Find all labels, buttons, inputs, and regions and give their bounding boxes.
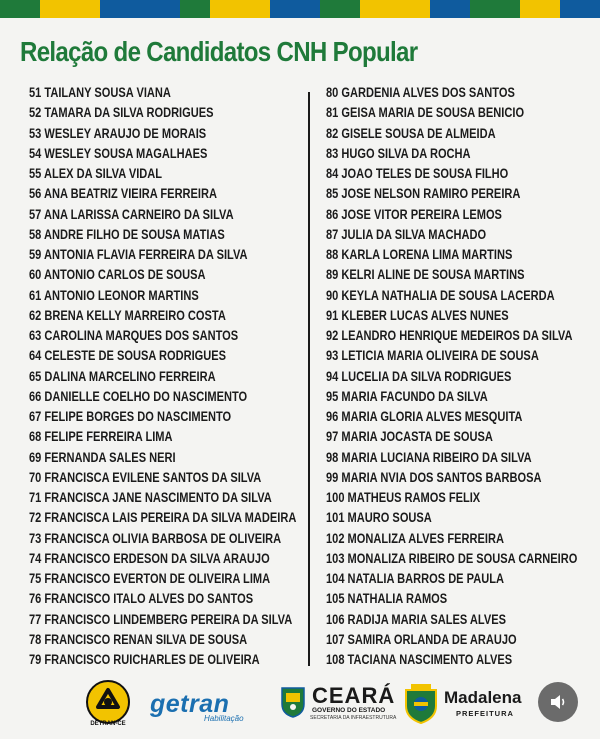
candidate-item: 82 GISELE SOUSA DE ALMEIDA	[326, 125, 496, 141]
column-divider	[308, 92, 310, 666]
candidate-item: 103 MONALIZA RIBEIRO DE SOUSA CARNEIRO	[326, 550, 578, 566]
candidate-item: 67 FELIPE BORGES DO NASCIMENTO	[29, 409, 232, 424]
page-title: Relação de Candidatos CNH Popular	[20, 36, 418, 67]
ceara-emblem-icon	[280, 684, 306, 718]
candidate-item: 81 GEISA MARIA DE SOUSA BENICIO	[326, 105, 525, 121]
candidate-item: 58 ANDRE FILHO DE SOUSA MATIAS	[29, 226, 225, 242]
ceara-secretariat: SECRETARIA DA INFRAESTRUTURA	[310, 715, 397, 721]
stripe-segment	[0, 0, 40, 18]
candidate-item: 53 WESLEY ARAUJO DE MORAIS	[29, 125, 207, 141]
candidate-item: 74 FRANCISCO ERDESON DA SILVA ARAUJO	[29, 550, 270, 566]
candidate-item: 52 TAMARA DA SILVA RODRIGUES	[29, 105, 214, 121]
stripe-segment	[40, 0, 100, 18]
stripe-segment	[180, 0, 210, 18]
candidate-list-left	[29, 83, 355, 670]
candidate-item: 70 FRANCISCA EVILENE SANTOS DA SILVA	[29, 469, 262, 485]
madalena-logo-text: Madalena	[444, 688, 522, 707]
candidate-item: 68 FELIPE FERREIRA LIMA	[29, 429, 173, 445]
candidate-item: 54 WESLEY SOUSA MAGALHAES	[29, 145, 208, 161]
stripe-segment	[100, 0, 180, 18]
candidate-item: 88 KARLA LORENA LIMA MARTINS	[326, 247, 513, 262]
candidate-item: 63 CAROLINA MARQUES DOS SANTOS	[29, 328, 239, 343]
candidate-item: 51 TAILANY SOUSA VIANA	[29, 85, 171, 100]
getran-logo: getran	[150, 690, 230, 718]
candidate-item: 65 DALINA MARCELINO FERREIRA	[29, 368, 216, 384]
candidate-item: 85 JOSE NELSON RAMIRO PEREIRA	[326, 186, 521, 202]
madalena-subtitle: PREFEITURA	[456, 709, 514, 718]
candidate-item: 78 FRANCISCO RENAN SILVA DE SOUSA	[29, 631, 248, 647]
candidate-item: 99 MARIA NVIA DOS SANTOS BARBOSA	[326, 469, 542, 485]
candidate-item: 59 ANTONIA FLAVIA FERREIRA DA SILVA	[29, 247, 248, 262]
candidate-item: 80 GARDENIA ALVES DOS SANTOS	[326, 85, 515, 100]
candidate-item: 83 HUGO SILVA DA ROCHA	[326, 145, 471, 161]
candidate-item: 98 MARIA LUCIANA RIBEIRO DA SILVA	[326, 449, 532, 465]
stripe-segment	[270, 0, 320, 18]
stripe-segment	[470, 0, 520, 18]
candidate-item: 91 KLEBER LUCAS ALVES NUNES	[326, 307, 509, 323]
candidate-item: 89 KELRI ALINE DE SOUSA MARTINS	[326, 267, 525, 283]
madalena-emblem-icon	[402, 682, 440, 724]
candidate-item: 61 ANTONIO LEONOR MARTINS	[29, 287, 199, 303]
candidate-item: 71 FRANCISCA JANE NASCIMENTO DA SILVA	[29, 490, 272, 505]
candidate-item: 56 ANA BEATRIZ VIEIRA FERREIRA	[29, 186, 218, 202]
candidate-item: 77 FRANCISCO LINDEMBERG PEREIRA DA SILVA	[29, 611, 293, 627]
getran-subtitle: Habilitação	[204, 714, 244, 723]
candidate-item: 79 FRANCISCO RUICHARLES DE OLIVEIRA	[29, 652, 260, 667]
candidate-item: 105 NATHALIA RAMOS	[326, 591, 448, 607]
candidate-item: 84 JOAO TELES DE SOUSA FILHO	[326, 166, 509, 181]
candidate-item: 100 MATHEUS RAMOS FELIX	[326, 490, 481, 505]
stripe-segment	[320, 0, 360, 18]
candidate-item: 102 MONALIZA ALVES FERREIRA	[326, 530, 504, 546]
candidate-item: 73 FRANCISCA OLIVIA BARBOSA DE OLIVEIRA	[29, 530, 282, 546]
candidate-item: 87 JULIA DA SILVA MACHADO	[326, 226, 487, 242]
candidate-item: 86 JOSE VITOR PEREIRA LEMOS	[326, 206, 502, 222]
stripe-segment	[560, 0, 600, 18]
stripe-segment	[360, 0, 430, 18]
candidate-item: 69 FERNANDA SALES NERI	[29, 449, 176, 465]
stripe-segment	[430, 0, 470, 18]
candidate-item: 104 NATALIA BARROS DE PAULA	[326, 571, 504, 586]
candidate-item: 76 FRANCISCO ITALO ALVES DO SANTOS	[29, 591, 254, 607]
candidate-list-right	[326, 83, 600, 670]
candidate-item: 72 FRANCISCA LAIS PEREIRA DA SILVA MADEIRA	[29, 510, 297, 526]
candidate-item: 57 ANA LARISSA CARNEIRO DA SILVA	[29, 206, 234, 222]
candidate-item: 97 MARIA JOCASTA DE SOUSA	[326, 429, 493, 445]
candidate-item: 93 LETICIA MARIA OLIVEIRA DE SOUSA	[326, 348, 539, 364]
stripe-segment	[210, 0, 270, 18]
candidate-item: 95 MARIA FACUNDO DA SILVA	[326, 388, 488, 404]
candidate-item: 94 LUCELIA DA SILVA RODRIGUES	[326, 368, 512, 384]
candidate-item: 90 KEYLA NATHALIA DE SOUSA LACERDA	[326, 287, 555, 303]
candidate-item: 96 MARIA GLORIA ALVES MESQUITA	[326, 409, 523, 424]
ceara-subtitle: GOVERNO DO ESTADO	[312, 707, 386, 714]
header-color-stripe	[0, 0, 600, 18]
candidate-item: 64 CELESTE DE SOUSA RODRIGUES	[29, 348, 227, 364]
candidate-item: 60 ANTONIO CARLOS DE SOUSA	[29, 267, 206, 283]
detran-caption: DETRAN-CE	[90, 721, 126, 727]
stripe-segment	[520, 0, 560, 18]
candidate-item: 62 BRENA KELLY MARREIRO COSTA	[29, 307, 226, 323]
candidate-item: 75 FRANCISCO EVERTON DE OLIVEIRA LIMA	[29, 571, 271, 586]
candidate-item: 92 LEANDRO HENRIQUE MEDEIROS DA SILVA	[326, 328, 573, 343]
candidate-item: 101 MAURO SOUSA	[326, 510, 432, 526]
speaker-icon	[548, 692, 568, 712]
candidate-item: 107 SAMIRA ORLANDA DE ARAUJO	[326, 631, 517, 647]
candidate-item: 66 DANIELLE COELHO DO NASCIMENTO	[29, 388, 248, 404]
sound-button[interactable]	[538, 682, 578, 722]
candidate-item: 108 TACIANA NASCIMENTO ALVES	[326, 652, 513, 667]
ceara-logo-text: CEARÁ	[312, 683, 396, 708]
candidate-item: 106 RADIJA MARIA SALES ALVES	[326, 611, 507, 627]
candidate-item: 55 ALEX DA SILVA VIDAL	[29, 166, 163, 181]
footer-logos	[0, 676, 600, 736]
